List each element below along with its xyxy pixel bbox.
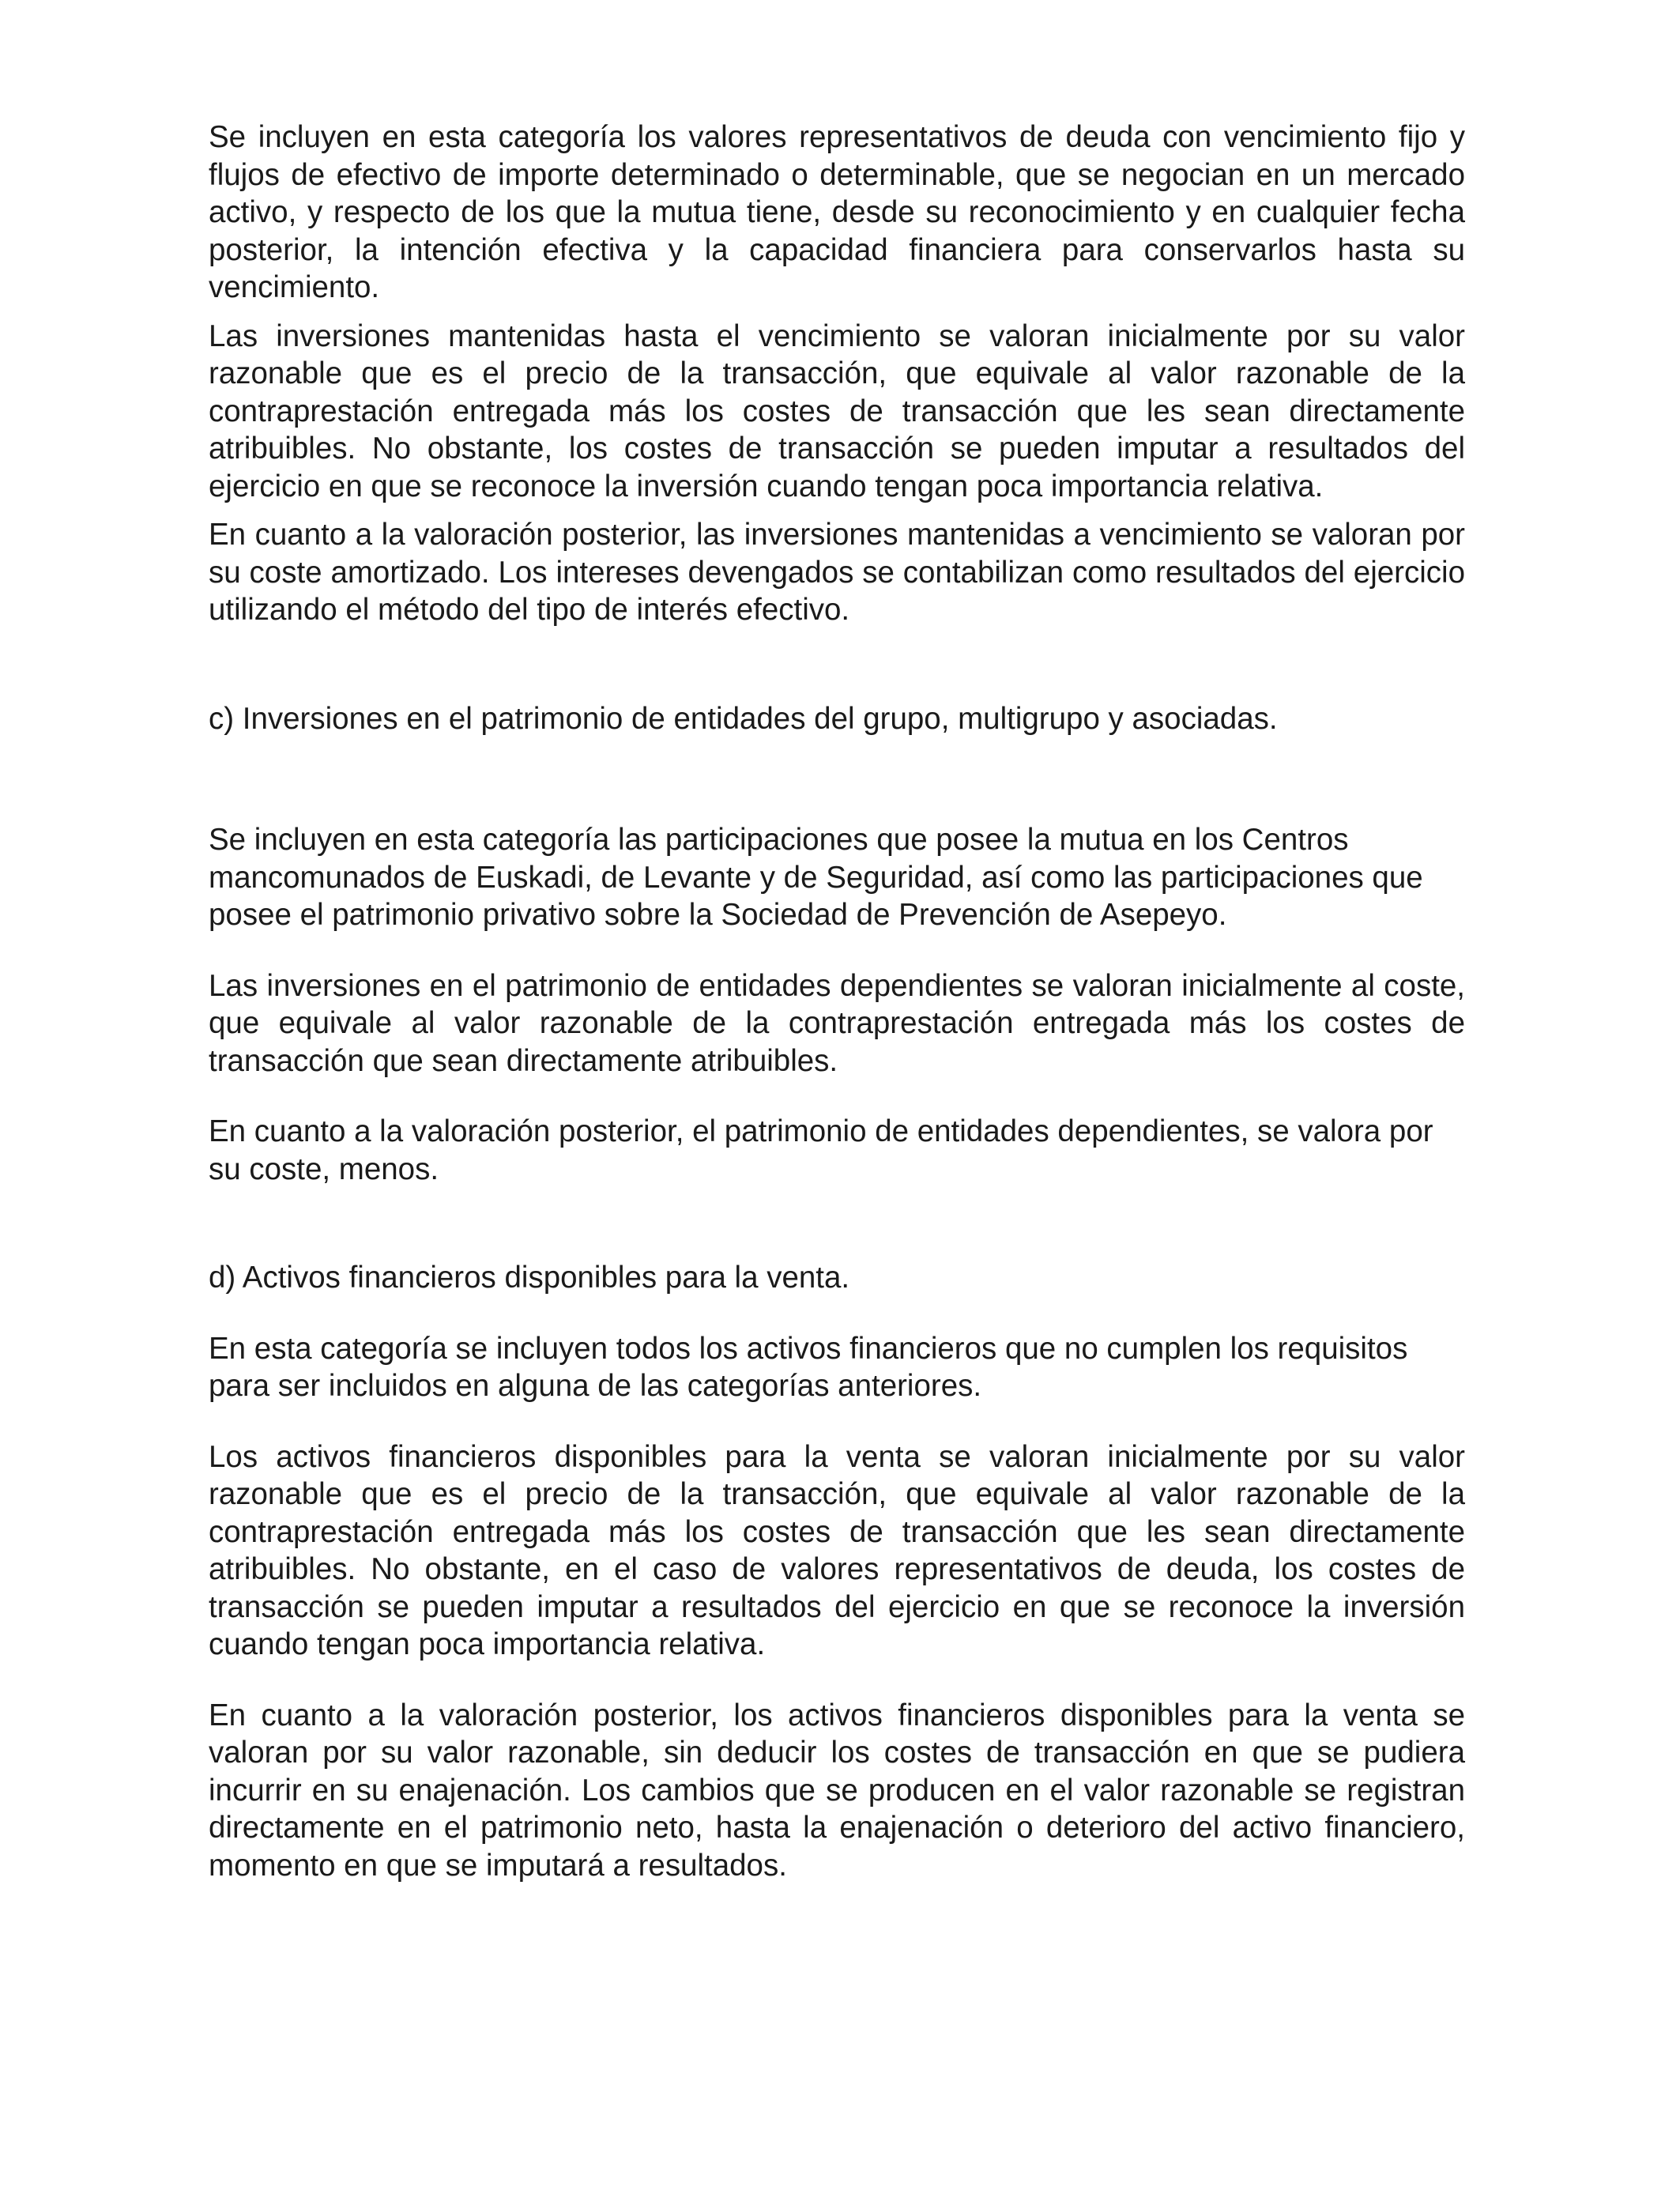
section-heading-available-for-sale: d) Activos financieros disponibles para la venta. <box>209 1261 850 1295</box>
paragraph-group-investments-subsequent-valuation: En cuanto a la valoración posterior, el patrimonio de entidades dependientes, se valora por su coste, menos. <box>209 1114 1433 1186</box>
paragraph-held-to-maturity-initial-valuation: Las inversiones mantenidas hasta el vencimiento se valoran inicialmente por su valor razonable que es el precio de la transacción, que equivale al valor razonable de la contraprestación entregada más los costes de transacción que les sean directamente atribuibles. No obstante, los costes de transacción se pueden imputar a resultados del ejercicio en que se reconoce la inversión cuando tengan poca importancia relativa. <box>209 319 1465 503</box>
section-heading-group-investments: c) Inversiones en el patrimonio de entidades del grupo, multigrupo y asociadas. <box>209 701 1278 736</box>
paragraph-group-investments-initial-valuation: Las inversiones en el patrimonio de entidades dependientes se valoran inicialmente al coste, que equivale al valor razonable de la contraprestación entregada más los costes de transacción que sean directamente atribuibles. <box>209 968 1465 1078</box>
paragraph-available-for-sale-subsequent-valuation: En cuanto a la valoración posterior, los activos financieros disponibles para la venta se valoran por su valor razonable, sin deducir los costes de transacción en que se pudiera incurrir en su enajenación. Los cambios que se producen en el valor razonable se registran directamente en el patrimonio neto, hasta la enajenación o deterioro del activo financiero, momento en que se imputará a resultados. <box>209 1698 1465 1883</box>
paragraph-available-for-sale-initial-valuation: Los activos financieros disponibles para la venta se valoran inicialmente por su valor razonable que es el precio de la transacción, que equivale al valor razonable de la contraprestación entregada más los costes de transacción que les sean directamente atribuibles. No obstante, en el caso de valores representativos de deuda, los costes de transacción se pueden imputar a resultados del ejercicio en que se reconoce la inversión cuando tengan poca importancia relativa. <box>209 1439 1465 1661</box>
paragraph-held-to-maturity-subsequent-valuation: En cuanto a la valoración posterior, las inversiones mantenidas a vencimiento se valoran por su coste amortizado. Los intereses devengados se contabilizan como resultados del ejercicio utilizando el método del tipo de interés efectivo. <box>209 518 1465 627</box>
paragraph-held-to-maturity-definition: Se incluyen en esta categoría los valores representativos de deuda con vencimiento fijo y flujos de efectivo de importe determinado o determinable, que se negocian en un mercado activo, y respecto de los que la mutua tiene, desde su reconocimiento y en cualquier fecha posterior, la intención efectiva y la capacidad financiera para conservarlos hasta su vencimiento. <box>209 120 1465 304</box>
paragraph-available-for-sale-definition: En esta categoría se incluyen todos los activos financieros que no cumplen los requisitos para ser incluidos en alguna de las categorías anteriores. <box>209 1331 1408 1403</box>
document-body <box>209 119 1465 1884</box>
paragraph-group-investments-definition: Se incluyen en esta categoría las participaciones que posee la mutua en los Centros mancomunados de Euskadi, de Levante y de Seguridad, así como las participaciones que posee el patrimonio privativo sobre la Sociedad de Prevención de Asepeyo. <box>209 823 1423 932</box>
